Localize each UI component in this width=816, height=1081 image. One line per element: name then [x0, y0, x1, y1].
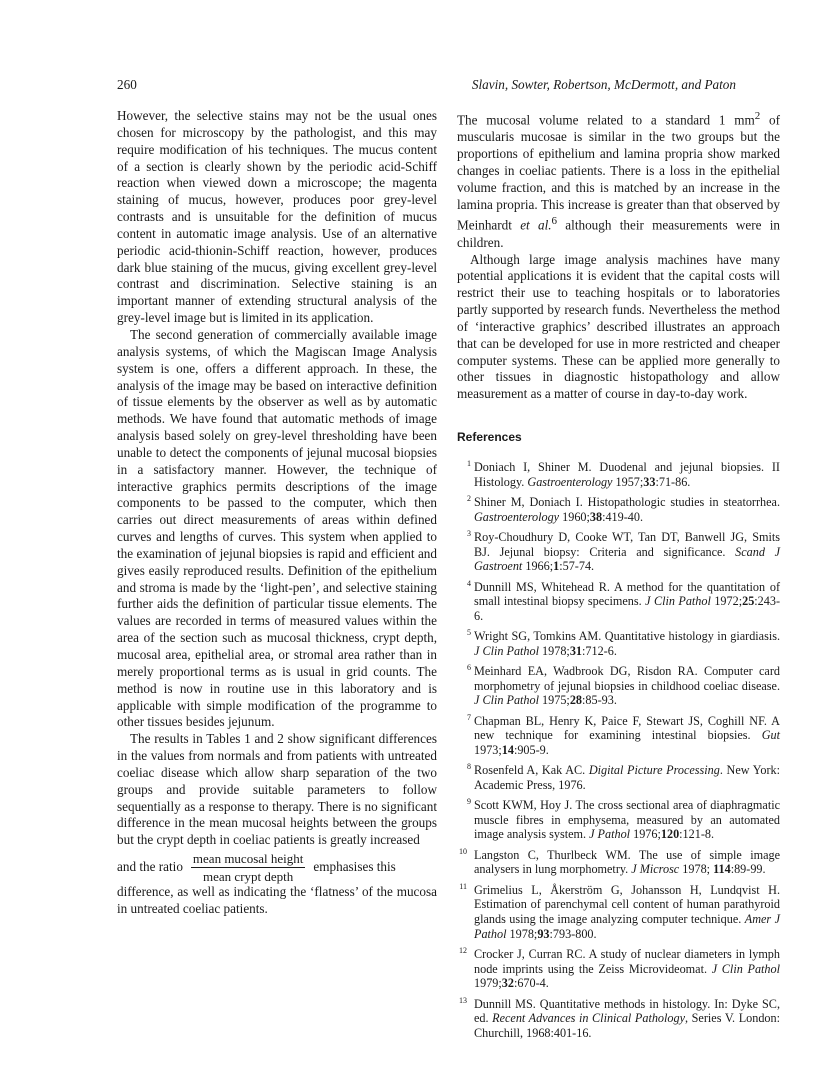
superscript: 2 — [754, 110, 761, 122]
page-number: 260 — [117, 77, 137, 92]
reference-journal: Gastroenterology — [527, 474, 613, 489]
reference-journal: J Pathol — [589, 827, 631, 842]
reference-pages: :793-800. — [549, 926, 597, 941]
reference-item — [457, 848, 780, 877]
reference-volume: 120 — [660, 827, 680, 842]
reference-volume: 33 — [643, 474, 656, 489]
reference-number: 1 — [467, 458, 471, 468]
reference-item — [457, 495, 780, 524]
reference-authors: Dunnill MS. Quantitative methods in histology. In: Dyke SC, ed. — [474, 996, 780, 1026]
reference-item — [457, 664, 780, 708]
reference-journal: J Clin Pathol — [645, 594, 711, 609]
reference-authors: Crocker J, Curran RC. A study of nuclear diameters in lymph node imprints using the Zeiss Microvideomat. — [474, 946, 780, 976]
reference-year: , Series V. London: Churchill, 1968:401-16. — [474, 1011, 780, 1040]
reference-item — [457, 714, 780, 758]
reference-volume: 114 — [713, 862, 731, 877]
reference-volume: 14 — [501, 742, 514, 757]
body-paragraph: difference, as well as indicating the ‘flatness’ of the mucosa in untreated coeliac patients. — [117, 884, 437, 916]
reference-item — [457, 997, 780, 1041]
ratio-formula-line — [117, 851, 437, 884]
reference-journal: Scand J Gastroent — [474, 544, 780, 574]
reference-year: 1978; — [679, 862, 714, 877]
fraction-numerator: mean mucosal height — [192, 851, 304, 867]
reference-number: 3 — [467, 528, 471, 538]
body-paragraph: Although large image analysis machines have many potential applications it is evident that the capital costs will restrict their use to teaching hospitals or to laboratories partly supported by research funds. Nevertheless the method of ‘interactive graphics’ described illustrates an approach that can be developed for use in more restricted and cheaper computer systems. These can be applied more generally to other tissues in diagnostic histopathology and allow measurement as a matter of course in day-to-day work. — [457, 251, 780, 402]
reference-pages: :85-93. — [582, 693, 617, 708]
reference-volume: 28 — [569, 693, 582, 708]
reference-number: 9 — [467, 797, 471, 807]
reference-item — [457, 530, 780, 574]
reference-journal: Gut — [761, 728, 780, 743]
reference-authors: Meinhard EA, Wadbrook DG, Risdon RA. Computer card morphometry of jejunal biopsies in childhood coeliac disease. — [474, 664, 780, 693]
reference-year: 1972; — [710, 594, 743, 609]
page-header — [117, 77, 736, 99]
reference-journal: J Clin Pathol — [474, 643, 539, 658]
right-column — [457, 108, 780, 1046]
formula-prefix: and the ratio — [117, 859, 183, 875]
reference-volume: 25 — [742, 594, 755, 609]
reference-pages: :71-86. — [655, 474, 691, 489]
text-run: although their measurements were in children. — [457, 217, 780, 250]
body-paragraph — [457, 108, 780, 252]
reference-list — [457, 460, 780, 1040]
reference-year: 1960; — [559, 509, 590, 524]
text-run: of muscularis mucosae is similar in the two groups but the proportions of epithelium and lamina propria show marked changes in coeliac patients. There is a loss in the epithelial volume fraction, and this is matched by an increase in the lamina propria. This increase is greater than that observed by Meinhardt — [457, 112, 780, 233]
reference-pages: :419-40. — [602, 509, 644, 524]
reference-journal: J Microsc — [631, 862, 680, 877]
reference-item — [457, 763, 780, 792]
reference-volume: 31 — [569, 643, 582, 658]
reference-year: 1957; — [612, 474, 644, 489]
reference-pages: :712-6. — [582, 643, 617, 658]
reference-authors: Langston C, Thurlbeck WM. The use of simple image analysers in lung morphometry. — [474, 847, 780, 877]
reference-number: 12 — [459, 945, 467, 955]
reference-item — [457, 460, 780, 489]
reference-year: 1973; — [474, 742, 502, 757]
reference-item — [457, 629, 780, 658]
text-run: The mucosal volume related to a standard 1 mm — [457, 112, 755, 128]
running-head-authors: Slavin, Sowter, Robertson, McDermott, and Paton — [471, 77, 736, 92]
reference-volume: 93 — [537, 926, 550, 941]
reference-pages: :89-99. — [730, 862, 766, 877]
reference-item — [457, 947, 780, 991]
reference-authors: Dunnill MS, Whitehead R. A method for the quantitation of small intestinal biopsy specimens. — [474, 579, 780, 609]
reference-journal: Gastroenterology — [474, 509, 560, 524]
reference-journal: Recent Advances in Clinical Pathology — [492, 1011, 686, 1026]
reference-authors: Scott KWM, Hoy J. The cross sectional area of diaphragmatic muscle fibres in emphysema, measured by an automated image analysis system. — [474, 798, 780, 842]
reference-pages: :57-74. — [559, 559, 595, 574]
reference-year: 1975; — [539, 693, 570, 708]
reference-authors: Roy-Choudhury D, Cooke WT, Tan DT, Banwell JG, Smits BJ. Jejunal biopsy: Criteria and significance. — [474, 529, 780, 559]
reference-authors: Chapman BL, Henry K, Paice F, Stewart JS, Coghill NF. A new technique for examining intestinal biopsies. — [474, 713, 780, 743]
reference-volume: 1 — [553, 559, 560, 574]
reference-pages: :905-9. — [513, 742, 549, 757]
reference-item — [457, 883, 780, 941]
reference-authors: Shiner M, Doniach I. Histopathologic studies in steatorrhea. — [474, 494, 780, 509]
reference-item — [457, 580, 780, 624]
reference-pages: :121-8. — [679, 827, 715, 842]
reference-volume: 38 — [589, 509, 603, 524]
reference-year: 1978; — [539, 643, 570, 658]
reference-number: 6 — [467, 663, 471, 673]
formula-suffix: emphasises this — [313, 859, 396, 875]
reference-number: 10 — [459, 846, 467, 856]
reference-journal: J Clin Pathol — [474, 693, 539, 708]
left-column — [117, 108, 437, 918]
reference-number: 5 — [467, 628, 471, 638]
reference-journal: J Clin Pathol — [711, 961, 780, 976]
reference-number: 7 — [467, 712, 471, 722]
reference-year: 1976; — [630, 827, 661, 842]
body-paragraph: The results in Tables 1 and 2 show significant differences in the values from normals and from patients with untreated coeliac disease which allow sharp separation of the two groups and provide suitable parameters to follow sequentially as a response to therapy. There is no significant difference in the mean mucosal heights between the groups but the crypt depth in coeliac patients is greatly increased — [117, 731, 437, 848]
reference-authors: Grimelius L, Åkerström G, Johansson H, Lundqvist H. Estimation of parenchymal cell content of human parathyroid glands using the image analyzing computer technique. — [474, 882, 780, 926]
reference-journal: Digital Picture Processing — [588, 763, 720, 778]
reference-number: 4 — [467, 578, 471, 588]
ratio-fraction — [189, 851, 307, 884]
reference-authors: Rosenfeld A, Kak AC. — [474, 763, 589, 778]
reference-authors: Doniach I, Shiner M. Duodenal and jejunal biopsies. II Histology. — [474, 459, 780, 489]
citation-superscript: 6 — [551, 215, 558, 228]
fraction-denominator: mean crypt depth — [203, 869, 294, 885]
reference-item — [457, 798, 780, 842]
reference-pages: :670-4. — [513, 976, 549, 991]
reference-year: 1979; — [474, 976, 502, 991]
reference-year: 1966; — [522, 559, 554, 574]
reference-number: 8 — [467, 762, 471, 772]
references-heading: References — [457, 430, 522, 445]
reference-number: 11 — [459, 881, 467, 891]
body-paragraph: The second generation of commercially available image analysis systems, of which the Magiscan Image Analysis system is one, offers a different approach. In these, the analysis of the image may be based on interactive definition of tissue elements by the observer as well as by automatic methods. We have found that automatic methods of image analysis based solely on grey-level thresholding have been unable to detect the components of jejunal mucosal biopsies in a satisfactory manner. However, the technique of interactive graphics permits descriptions of the image components to be passed to the computer, which then carries out direct measurements of areas within defined curves and lengths of curves. This system when applied to the examination of jejunal biopsies is rapid and efficient and gives easily reproduced results. Definition of the epithelium and stroma is made by the ‘light-pen’, and selective staining further aids the definition of particular tissue elements. The values are recorded in terms of measured values within the area of the section such as mucosal thickness, crypt depth, mucosal area, epithelial area, or stromal area rather than in merely proportional terms as is usual in grid counts. The method is now in routine use in this laboratory and is applicable with simple modification of the programme to other tissues besides jejunum. — [117, 326, 437, 730]
reference-number: 2 — [467, 493, 471, 503]
reference-number: 13 — [459, 995, 467, 1005]
reference-journal: Amer J Pathol — [474, 911, 780, 941]
reference-year: . New York: Academic Press, 1976. — [474, 763, 780, 792]
reference-authors: Wright SG, Tomkins AM. Quantitative histology in giardiasis. — [474, 629, 780, 644]
reference-volume: 32 — [501, 976, 514, 991]
reference-pages: :243-6. — [474, 594, 781, 623]
italic-text: et al. — [520, 217, 552, 233]
body-paragraph: However, the selective stains may not be the usual ones chosen for microscopy by the pathologist, and this may require modification of his techniques. The mucus content of a section is clearly shown by the periodic acid-Schiff reaction when viewed down a microscope; the magenta staining of mucus, however, produces poor grey-level contrasts and is unsuitable for the definition of mucus content in automatic image analysis. Use of an alternative periodic acid-thionin-Schiff reaction, however, produces dark blue staining of the mucus, giving excellent grey-level contrast and discrimination. Selective staining is an important manner of extending structural analysis of the grey-level image but is limited in its application. — [117, 108, 437, 326]
reference-year: 1978; — [506, 926, 538, 941]
